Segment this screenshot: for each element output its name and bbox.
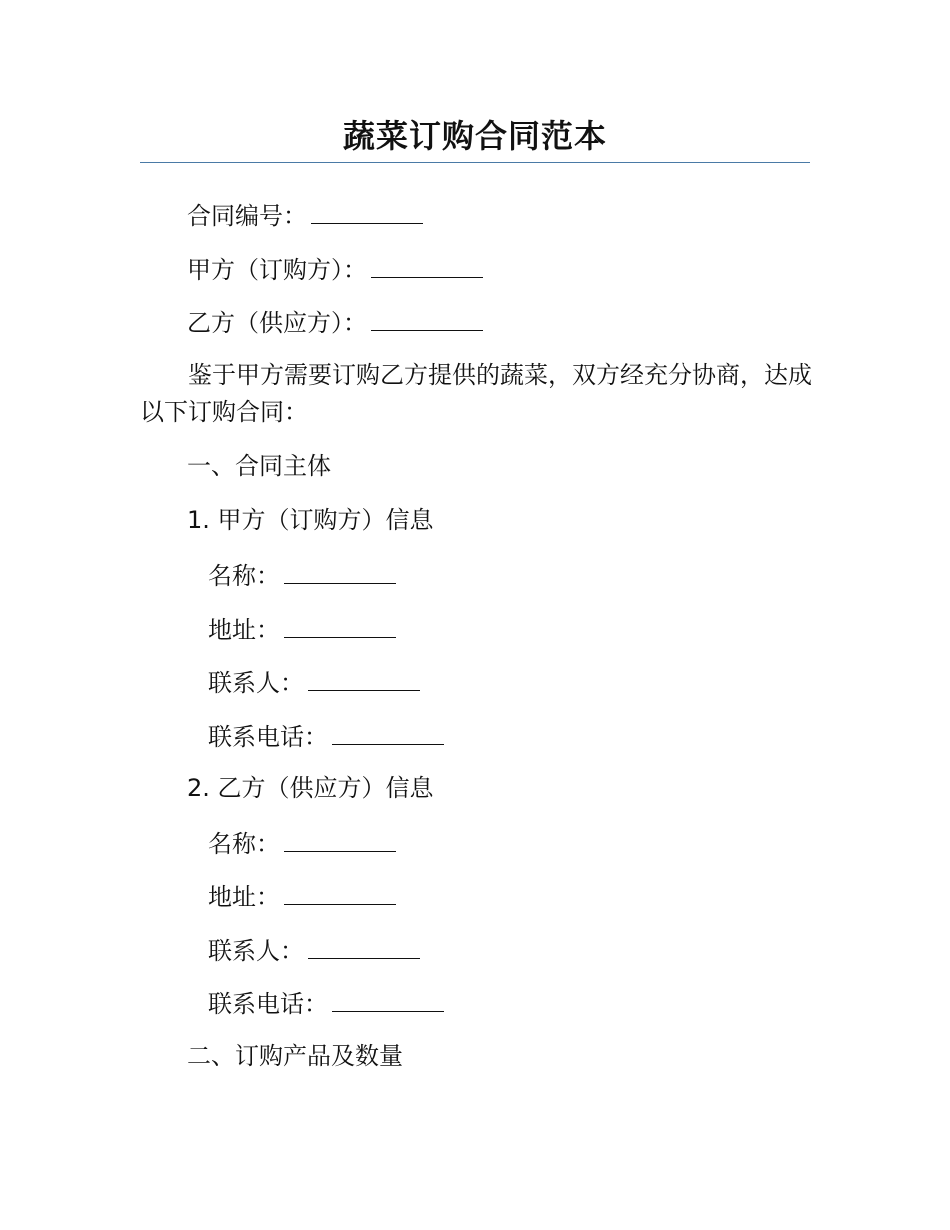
party-b-address-line [208,878,396,914]
party-b-phone-label: 联系电话： [208,990,328,1018]
party-a-info-heading: 1. 甲方（订购方）信息 [187,506,434,534]
party-b-contact-line [208,932,420,968]
section1-heading: 一、合同主体 [187,452,331,480]
party-a-contact-line [208,664,420,700]
section2-heading: 二、订购产品及数量 [187,1042,403,1070]
preamble-paragraph: 鉴于甲方需要订购乙方提供的蔬菜，双方经充分协商，达成以下订购合同： [140,361,812,426]
contract-number-blank[interactable] [311,197,423,224]
party-a-contact-blank[interactable] [308,664,420,691]
party-b-line [187,304,483,340]
party-a-address-label: 地址： [208,616,280,644]
party-a-address-line [208,611,396,647]
party-a-address-blank[interactable] [284,611,396,638]
party-b-phone-blank[interactable] [332,985,444,1012]
party-b-name-blank[interactable] [284,825,396,852]
party-a-phone-line [208,718,444,754]
party-b-contact-label: 联系人： [208,937,304,965]
party-a-phone-label: 联系电话： [208,723,328,751]
party-b-name-label: 名称： [208,830,280,858]
party-a-phone-blank[interactable] [332,718,444,745]
party-b-address-blank[interactable] [284,878,396,905]
party-a-name-label: 名称： [208,562,280,590]
title-underline [140,162,810,163]
party-b-label: 乙方（供应方）： [187,309,367,337]
party-b-contact-blank[interactable] [308,932,420,959]
document-title: 蔬菜订购合同范本 [342,117,607,155]
contract-number-label: 合同编号： [187,202,307,230]
party-a-blank[interactable] [371,251,483,278]
party-b-info-heading: 2. 乙方（供应方）信息 [187,774,434,802]
party-b-blank[interactable] [371,304,483,331]
contract-number-line [187,197,423,233]
party-b-phone-line [208,985,444,1021]
party-a-contact-label: 联系人： [208,669,304,697]
party-b-address-label: 地址： [208,883,280,911]
party-a-line [187,251,483,287]
party-a-label: 甲方（订购方）： [187,256,367,284]
party-a-name-line [208,557,396,593]
party-a-name-blank[interactable] [284,557,396,584]
party-b-name-line [208,825,396,861]
